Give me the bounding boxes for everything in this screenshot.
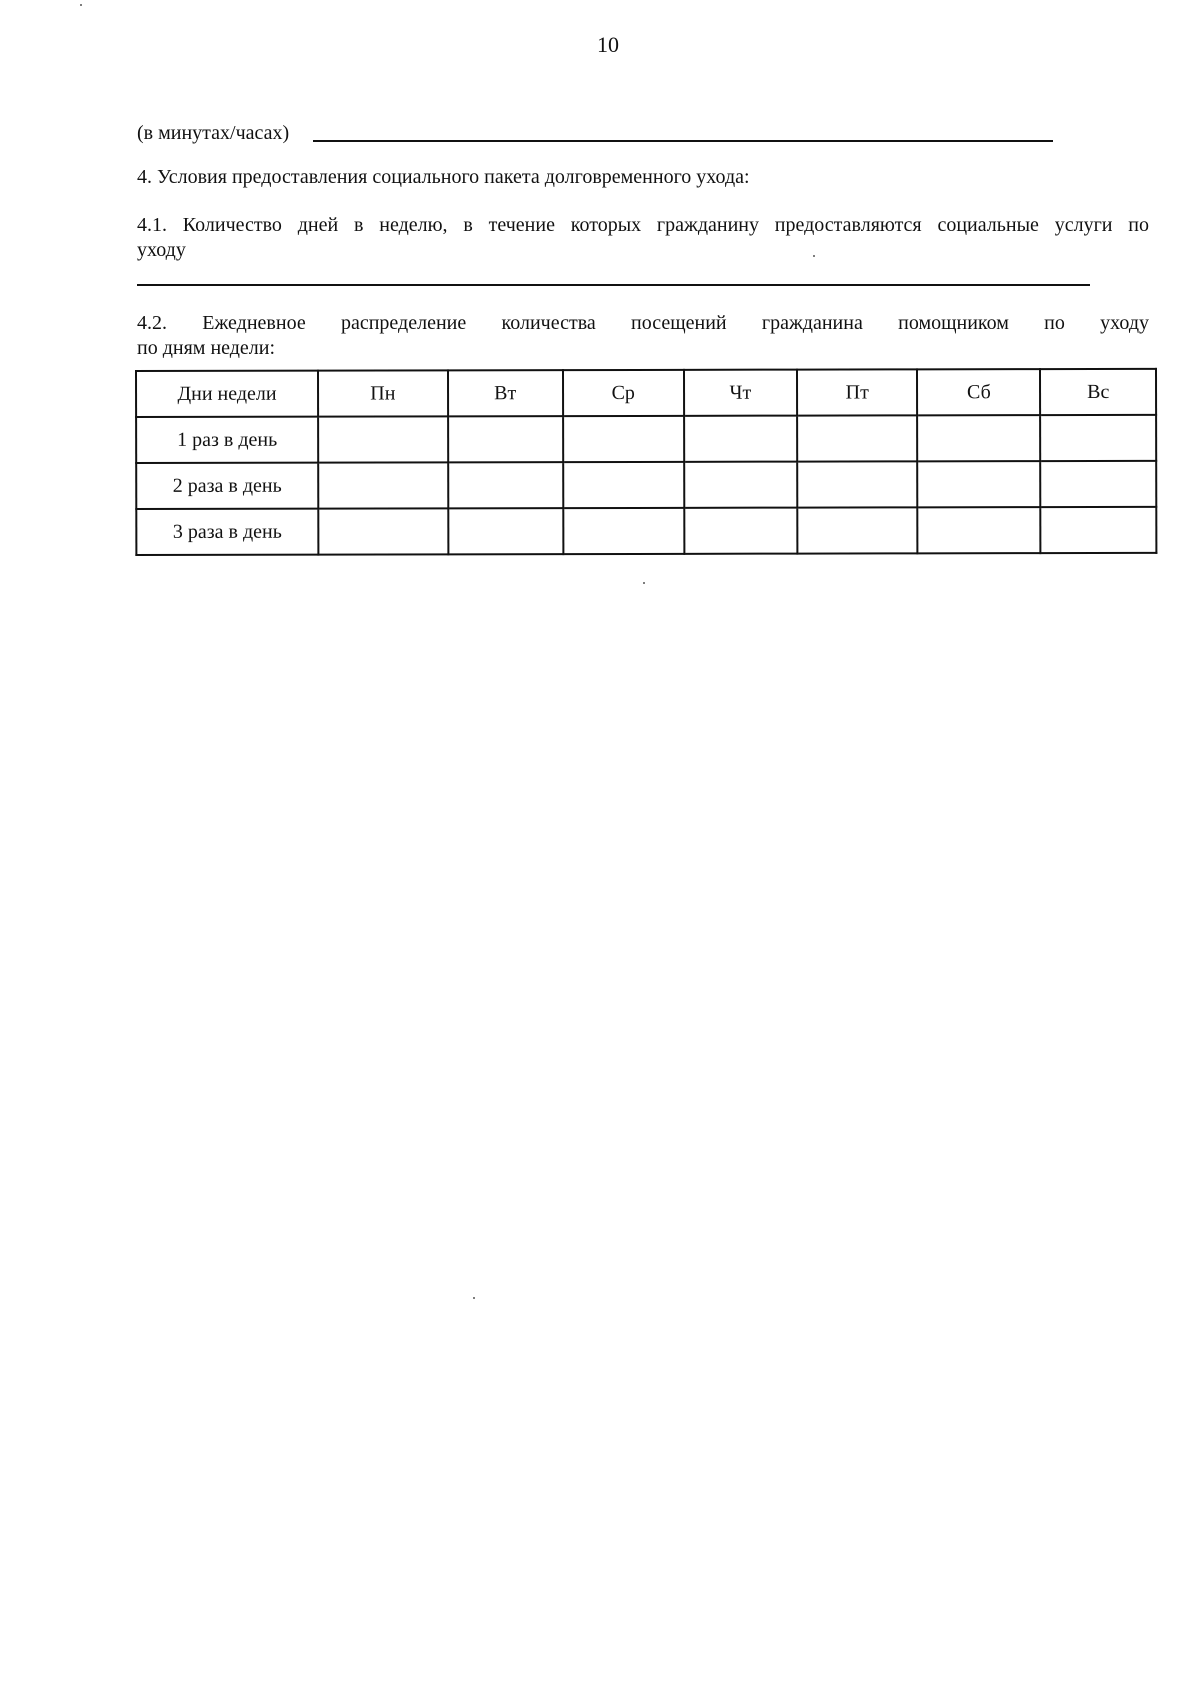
header-cell-thu: Чт <box>684 370 797 416</box>
table-cell[interactable] <box>797 461 917 507</box>
header-cell-days: Дни недели <box>136 371 318 417</box>
section-4-2-text: 4.2. Ежедневное распределение количества посещений гражданина помощником по уходу <box>137 312 1149 334</box>
header-cell-sun: Вс <box>1040 369 1156 415</box>
scan-speck <box>643 582 645 584</box>
minutes-label: (в минутах/часах) <box>137 122 290 144</box>
header-cell-tue: Вт <box>448 370 563 416</box>
table-cell[interactable] <box>563 462 684 508</box>
days-per-week-fill-line <box>137 284 1090 286</box>
section-4-1-text-continued: уходу <box>137 239 186 261</box>
table-cell[interactable] <box>1041 461 1157 507</box>
scan-speck <box>473 1297 475 1299</box>
section-4-1-text: 4.1. Количество дней в неделю, в течение которых гражданину предоставляются социальные услуги по <box>137 214 1149 236</box>
scan-speck <box>80 4 82 6</box>
header-cell-sat: Сб <box>917 369 1040 415</box>
table-cell[interactable] <box>917 415 1040 461</box>
header-cell-mon: Пн <box>318 370 448 416</box>
section-4-title: 4. Условия предоставления социального пакета долговременного ухода: <box>137 166 750 188</box>
row-label-three-times: 3 раза в день <box>136 509 318 555</box>
table-cell[interactable] <box>448 508 563 554</box>
table-cell[interactable] <box>1041 507 1157 553</box>
table-cell[interactable] <box>918 507 1041 553</box>
table-cell[interactable] <box>318 508 448 554</box>
table-cell[interactable] <box>1040 415 1156 461</box>
table-cell[interactable] <box>797 415 917 461</box>
table-cell[interactable] <box>563 416 684 462</box>
section-4-2-text-continued: по дням недели: <box>137 337 276 359</box>
table-cell[interactable] <box>797 507 917 553</box>
table-cell[interactable] <box>684 508 797 554</box>
table-row <box>136 415 1156 463</box>
table-cell[interactable] <box>448 416 563 462</box>
table-header-row <box>136 369 1156 417</box>
visits-by-weekday-table <box>135 368 1157 556</box>
page-number: 10 <box>597 32 619 57</box>
header-cell-wed: Ср <box>563 370 684 416</box>
table-row <box>136 461 1156 509</box>
header-cell-fri: Пт <box>797 369 917 415</box>
table-cell[interactable] <box>684 462 797 508</box>
table-cell[interactable] <box>448 462 563 508</box>
table-cell[interactable] <box>563 508 684 554</box>
table-row <box>136 507 1156 555</box>
table-cell[interactable] <box>318 462 448 508</box>
table-cell[interactable] <box>318 416 448 462</box>
scan-speck <box>813 255 815 257</box>
row-label-twice: 2 раза в день <box>136 463 318 509</box>
minutes-fill-line <box>313 140 1053 142</box>
table-cell[interactable] <box>684 416 797 462</box>
row-label-once: 1 раз в день <box>136 417 318 463</box>
table-cell[interactable] <box>918 461 1041 507</box>
